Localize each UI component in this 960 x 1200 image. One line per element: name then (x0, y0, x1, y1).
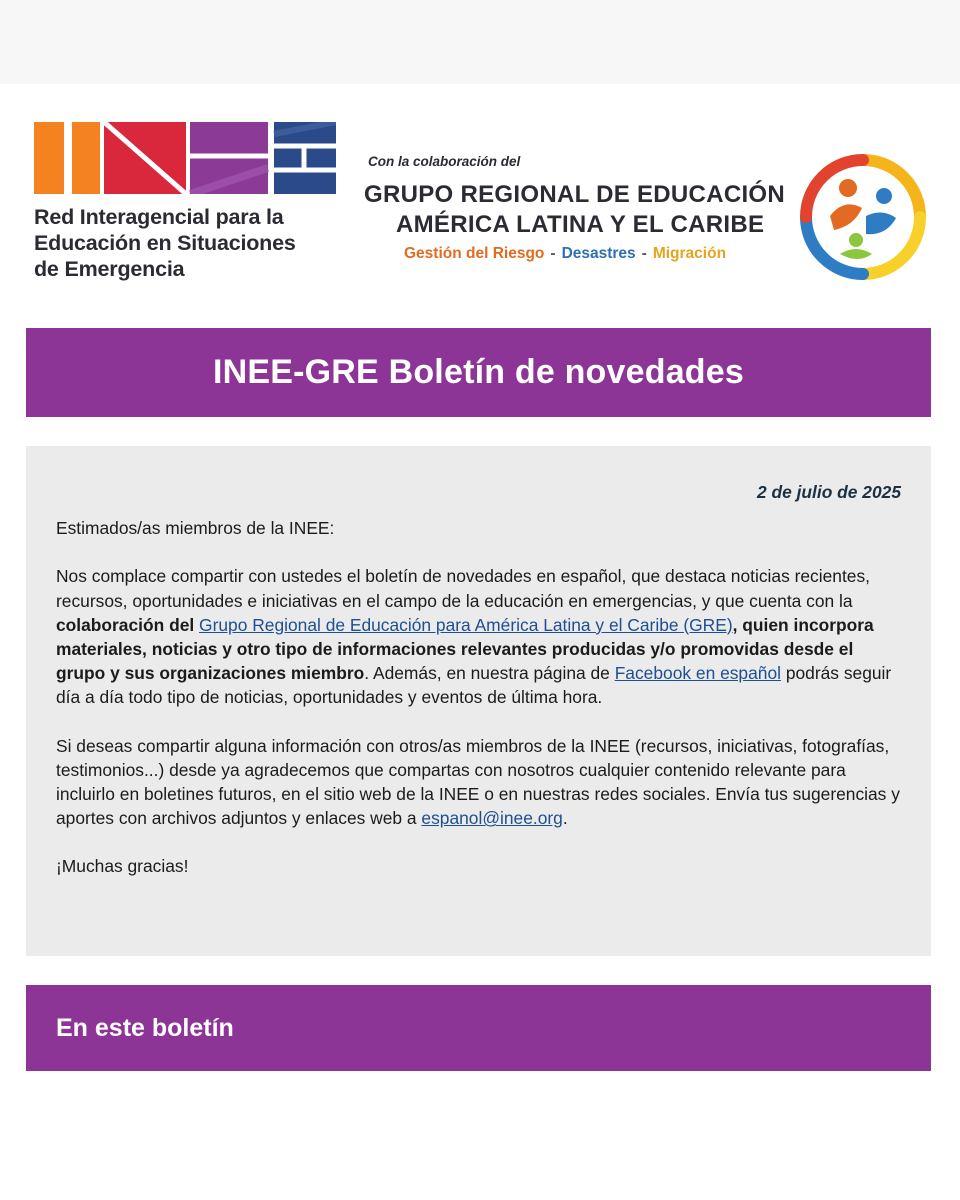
contents-section-banner (26, 985, 931, 1071)
gre-subtitle: Gestión del Riesgo - Desastres - Migración (404, 245, 727, 262)
newsletter-date: 2 de julio de 2025 (756, 482, 901, 502)
gre-link[interactable]: Grupo Regional de Educación para América Latina y el Caribe (GRE) (199, 614, 733, 635)
gre-circle-emblem-icon (800, 154, 926, 280)
newsletter-title-banner (26, 328, 931, 417)
gre-title-line1: GRUPO REGIONAL DE EDUCACIÓN (364, 181, 786, 208)
email-link[interactable]: espanol@inee.org (421, 808, 563, 829)
thanks-text: ¡Muchas gracias! (56, 856, 189, 877)
newsletter-title: INEE-GRE Boletín de novedades (212, 353, 744, 391)
inee-logo[interactable] (34, 122, 336, 282)
gre-title-line2: AMÉRICA LATINA Y EL CARIBE (396, 211, 765, 238)
inee-logo-text: Red Interagencial para la Educación en Situaciones de Emergencia (34, 205, 296, 281)
facebook-link[interactable]: Facebook en español (614, 663, 781, 684)
newsletter-header (0, 84, 960, 324)
share-paragraph: Si deseas compartir alguna información con otros/as miembros de la INEE (recursos, iniciativas, fotografías, testimonios...) desde ya agradecemos que compartas con nosotros cualquier contenido relevante para incluirlo en boletines futuros, en el sitio web de la INEE o en nuestras redes sociales. Envía tus sugerencias y aportes con archivos adjuntos y enlaces web a espanol@inee.org. (56, 735, 900, 829)
intro-section (26, 446, 931, 956)
top-bar (0, 0, 960, 84)
inee-logo-mark (34, 122, 336, 194)
intro-paragraph: Nos complace compartir con ustedes el boletín de novedades en español, que destaca noticias recientes, recursos, oportunidades e iniciativas en el campo de la educación en emergencias, y que cuenta con la colaboración del Grupo Regional de Educación para América Latina y el Caribe (GRE), quien incorpora materiales, noticias y otro tipo de informaciones relevantes producidas y/o promovidas desde el grupo y sus organizaciones miembro. Además, en nuestra página de Facebook en español podrás seguir día a día todo tipo de noticias, oportunidades y eventos de última hora. (56, 566, 892, 708)
contents-section-title: En este boletín (56, 1013, 234, 1042)
gre-collab-text: Con la colaboración del (368, 154, 521, 169)
greeting: Estimados/as miembros de la INEE: (56, 518, 335, 539)
